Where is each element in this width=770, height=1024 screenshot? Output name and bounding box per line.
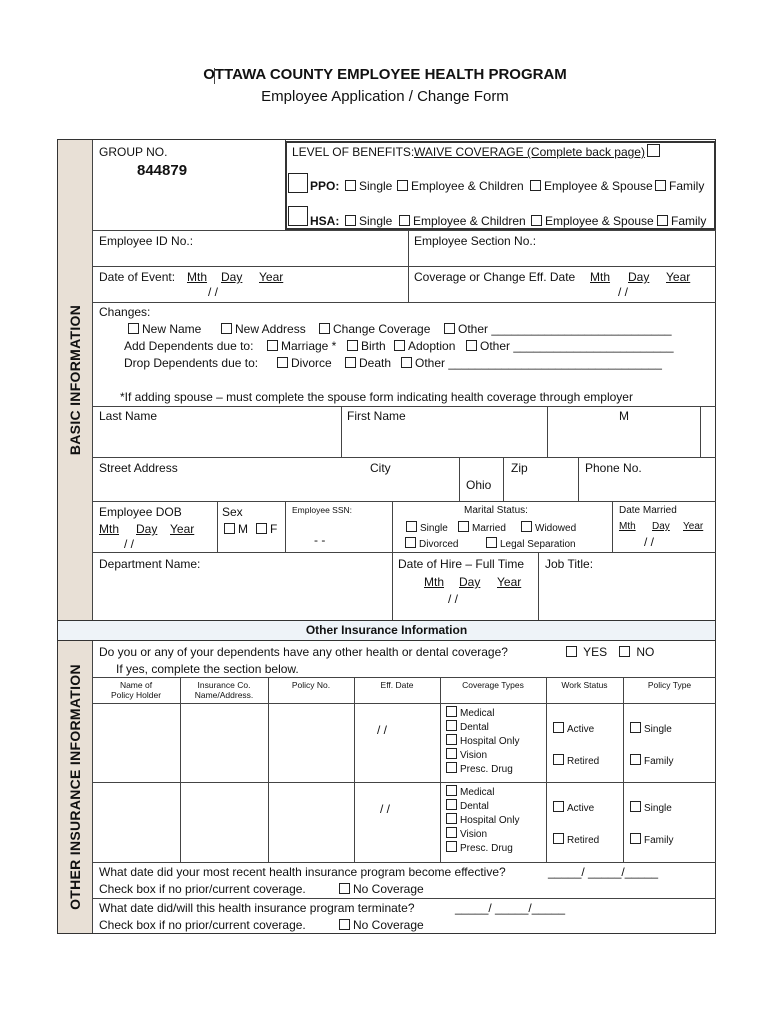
form-title: OTTAWA COUNTY EMPLOYEE HEALTH PROGRAM (203, 66, 567, 83)
date-married-mth: Mth (619, 521, 636, 532)
hire-day: Day (459, 575, 481, 589)
row-line (92, 862, 716, 863)
first-name-field[interactable]: First Name (347, 409, 406, 423)
waive-coverage-checkbox[interactable] (647, 143, 663, 161)
yes-text: YES (583, 645, 608, 659)
date-of-event-input[interactable]: / / (208, 285, 219, 299)
divider (700, 406, 701, 457)
marital-single-option[interactable] (406, 521, 448, 535)
changes-label: Changes: (99, 305, 151, 319)
ppo-single-text: Single (359, 179, 393, 193)
row1-dental-text: Dental (460, 722, 489, 733)
death-option[interactable] (345, 356, 391, 370)
marital-widowed-option[interactable] (521, 521, 576, 535)
group-label: GROUP NO. (99, 145, 168, 159)
row2-family[interactable] (630, 833, 673, 847)
col-work-status: Work Status (561, 680, 608, 690)
row2-medical[interactable] (446, 785, 494, 799)
divider (503, 457, 504, 501)
other-coverage-yes[interactable] (566, 645, 607, 659)
hsa-emp-spouse-text: Employee & Spouse (545, 214, 654, 228)
other-insurance-heading: Other Insurance Information (57, 620, 716, 641)
row2-retired-text: Retired (567, 835, 600, 846)
table-col-line (354, 677, 355, 862)
table-col-line (268, 677, 269, 862)
row2-active-text: Active (567, 803, 595, 814)
divider (408, 230, 409, 266)
other-drop-text: Other ________________________________ (415, 356, 662, 370)
divider (459, 457, 460, 501)
waive-coverage-text: WAIVE COVERAGE (Complete back page) (414, 145, 645, 159)
marital-single-text: Single (420, 523, 448, 534)
row2-eff-date[interactable]: / / (380, 802, 391, 816)
ppo-checkbox[interactable] (288, 173, 308, 198)
other-drop-option[interactable] (401, 356, 662, 370)
ppo-emp-spouse-option[interactable] (530, 179, 653, 193)
marital-married-option[interactable] (458, 521, 506, 535)
department-field[interactable]: Department Name: (99, 557, 201, 571)
marital-married-text: Married (472, 523, 506, 534)
row2-vision[interactable] (446, 827, 487, 841)
row1-family[interactable] (630, 754, 673, 768)
row1-dental[interactable] (446, 720, 489, 734)
col-eff-date: Eff. Date (380, 680, 414, 690)
hsa-checkbox[interactable] (288, 206, 308, 231)
hsa-emp-children-text: Employee & Children (413, 214, 526, 228)
ppo-emp-children-text: Employee & Children (411, 179, 524, 193)
employee-id-field[interactable]: Employee ID No.: (99, 234, 194, 248)
date-of-event-label: Date of Event: (99, 270, 176, 284)
row2-active[interactable] (553, 801, 594, 815)
divider (217, 501, 218, 552)
coverage-eff-day: Day (628, 270, 650, 284)
form-subtitle: Employee Application / Change Form (261, 88, 509, 105)
row1-presc-text: Presc. Drug (460, 764, 513, 775)
table-col-line (623, 677, 624, 862)
col-policy-type: Policy Type (647, 680, 692, 690)
coverage-eff-year: Year (666, 270, 691, 284)
recent-effective-question: What date did your most recent health insurance program become effective? (99, 865, 506, 879)
add-dependents-label: Add Dependents due to: (124, 339, 254, 353)
row-line (92, 230, 716, 231)
divorce-text: Divorce (291, 356, 332, 370)
change-coverage-option[interactable] (319, 322, 430, 336)
hire-input[interactable]: / / (448, 592, 459, 606)
col-name-holder: Name of Policy Holder (110, 680, 162, 700)
divider (392, 501, 393, 552)
new-address-text: New Address (235, 322, 306, 336)
divider (547, 406, 548, 457)
row2-vision-text: Vision (460, 829, 488, 840)
row1-eff-date[interactable]: / / (377, 723, 388, 737)
last-name-field[interactable]: Last Name (99, 409, 158, 423)
dob-input[interactable]: / / (124, 537, 135, 551)
coverage-eff-mth: Mth (590, 270, 611, 284)
drop-dependents-label: Drop Dependents due to: (124, 356, 259, 370)
sex-f-option[interactable] (256, 522, 277, 536)
sex-m-option[interactable] (224, 522, 248, 536)
hsa-label: HSA: (310, 214, 340, 228)
no-coverage-checkbox-1[interactable] (339, 882, 424, 896)
divider (612, 501, 613, 552)
recent-effective-date-input[interactable]: _____/ _____/_____ (548, 865, 659, 879)
row2-presc-text: Presc. Drug (460, 843, 513, 854)
date-married-day: Day (652, 521, 670, 532)
no-text: NO (636, 645, 655, 659)
row1-single[interactable] (630, 722, 672, 736)
death-text: Death (359, 356, 392, 370)
benefits-label: LEVEL OF BENEFITS: (292, 145, 415, 159)
marital-divorced-option[interactable] (405, 537, 458, 551)
ppo-single-option[interactable] (345, 179, 392, 193)
no-coverage-checkbox-2[interactable] (339, 918, 424, 932)
ppo-family-option[interactable] (655, 179, 704, 193)
row2-presc[interactable] (446, 841, 513, 855)
row-line (92, 501, 716, 502)
marital-label: Marital Status: (464, 505, 528, 516)
new-name-option[interactable] (128, 322, 201, 336)
row1-presc[interactable] (446, 762, 513, 776)
divider (392, 552, 393, 620)
terminate-question: What date did/will this health insurance program terminate? (99, 901, 415, 915)
row2-retired[interactable] (553, 833, 599, 847)
sidebar-basic (58, 140, 93, 620)
date-married-year: Year (683, 521, 704, 532)
sex-f-text: F (270, 522, 278, 536)
table-col-line (440, 677, 441, 862)
divider (341, 406, 342, 457)
row-line (92, 266, 716, 267)
row1-medical[interactable] (446, 706, 494, 720)
hire-label: Date of Hire – Full Time (398, 557, 525, 571)
date-married-input[interactable]: / / (644, 535, 655, 549)
change-coverage-text: Change Coverage (333, 322, 431, 336)
phone-field[interactable]: Phone No. (585, 461, 642, 475)
row2-hospital-text: Hospital Only (460, 815, 520, 826)
row1-vision-text: Vision (460, 750, 488, 761)
group-number: 844879 (137, 162, 188, 179)
row-line (92, 302, 716, 303)
ssn-input[interactable]: - - (314, 533, 326, 547)
col-policy-no: Policy No. (291, 680, 331, 690)
row2-medical-text: Medical (460, 787, 495, 798)
marital-legal-sep-option[interactable] (486, 537, 576, 551)
sex-label: Sex (222, 505, 243, 519)
col-coverage-types: Coverage Types (462, 680, 524, 690)
other-change-text: Other ___________________________ (458, 322, 672, 336)
no-coverage-text-1: No Coverage (353, 882, 424, 896)
divider (285, 501, 286, 552)
new-name-text: New Name (142, 322, 202, 336)
other-coverage-no[interactable] (619, 645, 654, 659)
row2-single-text: Single (644, 803, 672, 814)
row2-dental-text: Dental (460, 801, 489, 812)
date-of-event-year: Year (259, 270, 284, 284)
row1-retired-text: Retired (567, 756, 600, 767)
ppo-emp-spouse-text: Employee & Spouse (544, 179, 653, 193)
employee-section-field[interactable]: Employee Section No.: (414, 234, 537, 248)
new-address-option[interactable] (221, 322, 306, 336)
hire-year: Year (497, 575, 522, 589)
marital-widowed-text: Widowed (535, 523, 577, 534)
col-insurance-co: Insurance Co. Name/Address. (194, 680, 254, 700)
hsa-single-option[interactable] (345, 214, 392, 228)
other-add-option[interactable] (466, 339, 674, 353)
dob-day: Day (136, 522, 158, 536)
date-of-event-mth: Mth (187, 270, 208, 284)
ssn-label: Employee SSN: (292, 505, 352, 515)
ppo-emp-children-option[interactable] (397, 179, 524, 193)
row1-active[interactable] (553, 722, 594, 736)
hsa-emp-spouse-option[interactable] (531, 214, 654, 228)
street-address-field[interactable]: Street Address (99, 461, 178, 475)
coverage-eff-label: Coverage or Change Eff. Date (414, 270, 576, 284)
row-line (92, 898, 716, 899)
ppo-family-text: Family (669, 179, 705, 193)
no-coverage-text-2: No Coverage (353, 918, 424, 932)
date-of-event-day: Day (221, 270, 243, 284)
divider (578, 457, 579, 501)
sidebar-other-label: OTHER INSURANCE INFORMATION (67, 664, 83, 910)
coverage-eff-input[interactable]: / / (618, 285, 629, 299)
hsa-family-option[interactable] (657, 214, 706, 228)
terminate-date-input[interactable]: _____/ _____/_____ (455, 901, 566, 915)
row1-retired[interactable] (553, 754, 599, 768)
spouse-note: *If adding spouse – must complete the spouse form indicating health coverage through employer (120, 390, 633, 404)
date-married-label: Date Married (619, 505, 677, 516)
row2-hospital[interactable] (446, 813, 519, 827)
row-line (92, 406, 716, 407)
row1-hospital-text: Hospital Only (460, 736, 520, 747)
row2-dental[interactable] (446, 799, 489, 813)
divider (538, 552, 539, 620)
other-coverage-question: Do you or any of your dependents have any other health or dental coverage? (99, 645, 508, 659)
middle-initial-field[interactable]: M (619, 409, 629, 423)
row1-single-text: Single (644, 724, 672, 735)
row1-hospital[interactable] (446, 734, 519, 748)
city-field[interactable]: City (370, 461, 391, 475)
birth-option[interactable] (347, 339, 386, 353)
hsa-emp-children-option[interactable] (399, 214, 526, 228)
divider (408, 266, 409, 302)
adoption-option[interactable] (394, 339, 455, 353)
row-line (92, 552, 716, 553)
birth-text: Birth (361, 339, 386, 353)
adoption-text: Adoption (408, 339, 456, 353)
ppo-label: PPO: (310, 179, 340, 193)
marital-divorced-text: Divorced (419, 539, 459, 550)
row1-vision[interactable] (446, 748, 487, 762)
row1-active-text: Active (567, 724, 595, 735)
hsa-family-text: Family (671, 214, 707, 228)
no-prior-instruction-1: Check box if no prior/current coverage. (99, 882, 306, 896)
sex-m-text: M (238, 522, 248, 536)
row1-medical-text: Medical (460, 708, 495, 719)
table-col-line (546, 677, 547, 862)
no-prior-instruction-2: Check box if no prior/current coverage. (99, 918, 306, 932)
row2-single[interactable] (630, 801, 672, 815)
sidebar-other (58, 641, 93, 933)
other-add-text: Other ________________________ (480, 339, 674, 353)
sidebar-basic-label: BASIC INFORMATION (67, 304, 83, 456)
job-title-field[interactable]: Job Title: (545, 557, 594, 571)
dob-year: Year (170, 522, 195, 536)
dob-mth: Mth (99, 522, 120, 536)
row2-family-text: Family (644, 835, 674, 846)
hsa-single-text: Single (359, 214, 393, 228)
marriage-text: Marriage * (281, 339, 337, 353)
marital-legal-sep-text: Legal Separation (500, 539, 576, 550)
zip-field[interactable]: Zip (511, 461, 528, 475)
row1-family-text: Family (644, 756, 674, 767)
table-col-line (180, 677, 181, 862)
hire-mth: Mth (424, 575, 445, 589)
state-value: Ohio (466, 478, 492, 492)
divorce-option[interactable] (277, 356, 332, 370)
row-line (92, 457, 716, 458)
if-yes-instruction: If yes, complete the section below. (116, 662, 299, 676)
dob-label: Employee DOB (99, 505, 182, 519)
other-change-option[interactable] (444, 322, 672, 336)
marriage-option[interactable] (267, 339, 336, 353)
